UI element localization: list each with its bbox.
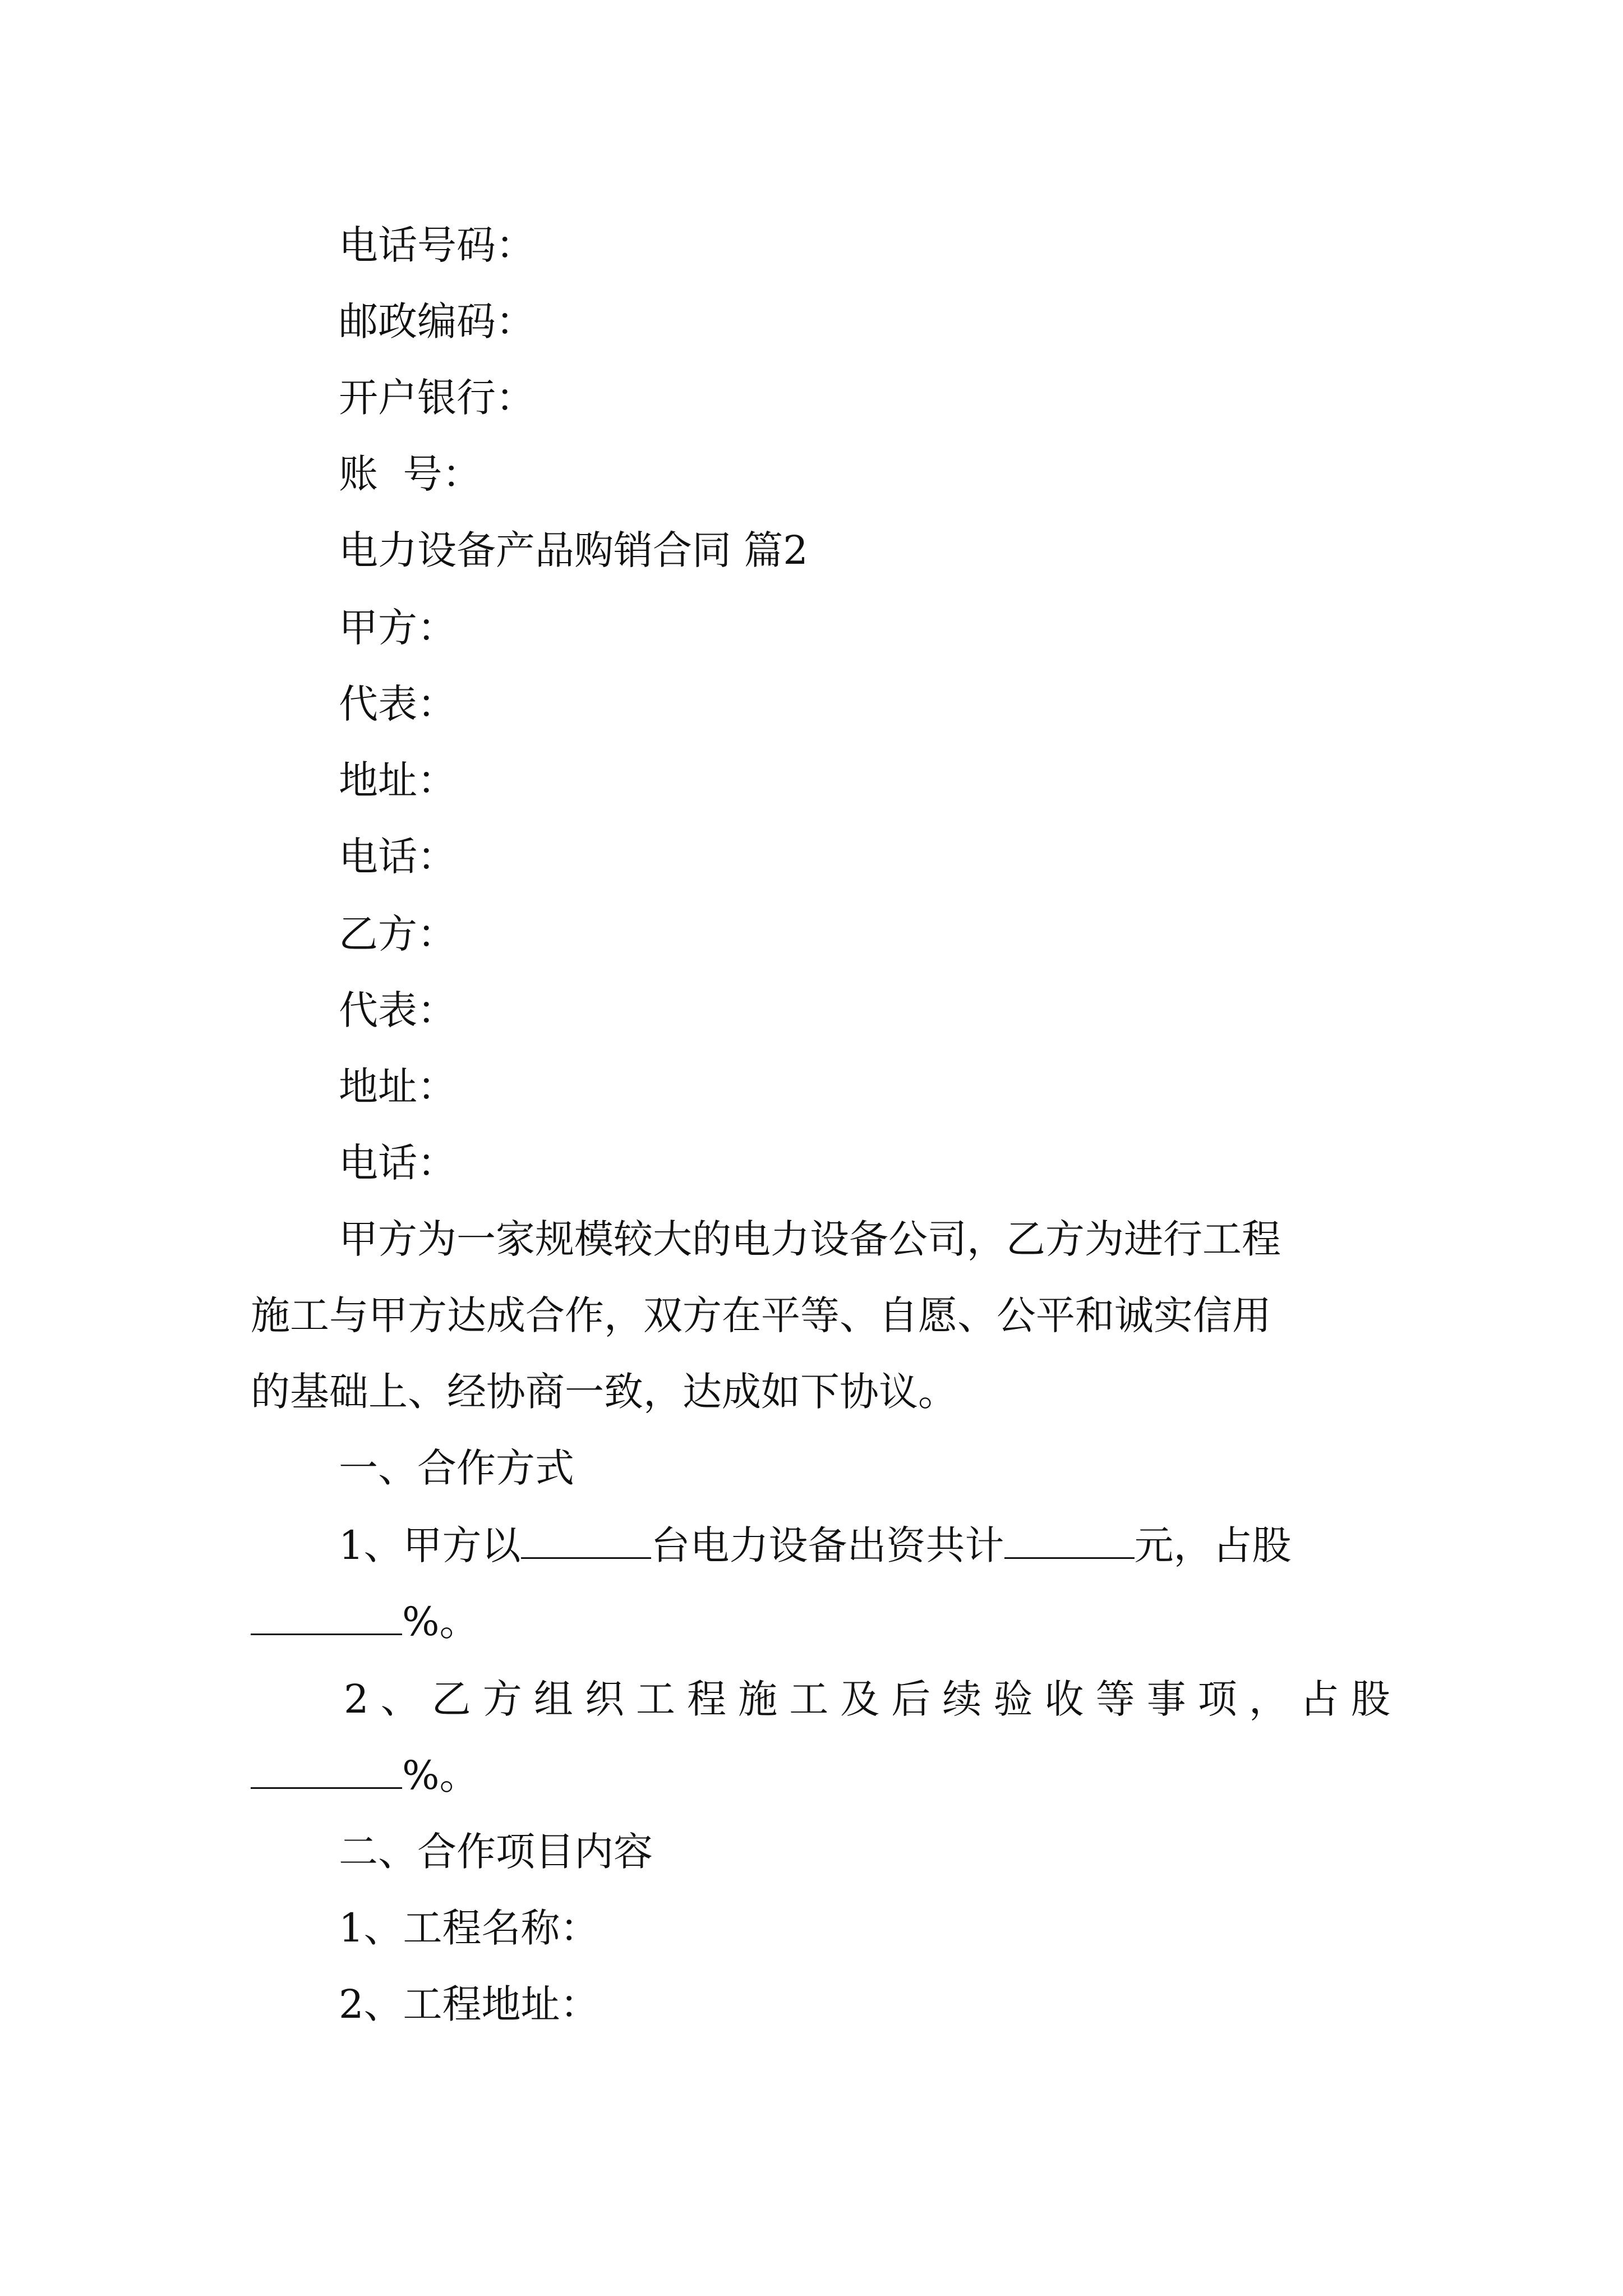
party-b-rep-label: 代表：	[339, 987, 457, 1033]
party-a-phone-label: 电话：	[339, 834, 457, 880]
party-b-address-label: 地址：	[339, 1064, 457, 1110]
clause-1-middle: 台电力设备出资共计	[651, 1522, 1004, 1568]
intro-paragraph-line-1: 甲方为一家规模较大的电力设备公司，乙方为进行工程	[339, 1216, 1281, 1262]
intro-paragraph-line-3: 的基础上、经协商一致，达成如下协议。	[251, 1369, 957, 1415]
clause-2-percent: %。	[402, 1752, 479, 1798]
party-a-share-blank	[251, 1626, 402, 1635]
party-b-label: 乙方：	[339, 911, 457, 957]
intro-paragraph-line-2: 施工与甲方达成合作，双方在平等、自愿、公平和诚实信用	[251, 1292, 1271, 1338]
section-heading-cooperation-method: 一、合作方式	[339, 1445, 574, 1491]
bank-label: 开户银行：	[339, 375, 535, 421]
equipment-quantity-blank	[521, 1549, 651, 1559]
project-address-label: 2、工程地址：	[339, 1981, 600, 2027]
clause-1-prefix: 1、甲方以	[339, 1522, 521, 1568]
clause-1-percent: %。	[402, 1599, 479, 1645]
clause-2-line-1: 2、乙方组织工程施工及后续验收等事项，占股	[344, 1676, 1390, 1722]
clause-2-line-2	[251, 1752, 479, 1798]
project-name-label: 1、工程名称：	[339, 1905, 600, 1951]
investment-amount-blank	[1004, 1549, 1135, 1559]
phone-number-label: 电话号码：	[339, 222, 535, 268]
party-a-label: 甲方：	[339, 605, 457, 651]
clause-1-line-1	[339, 1522, 1292, 1568]
clause-1-suffix: 元，占股	[1134, 1522, 1292, 1568]
party-a-rep-label: 代表：	[339, 681, 457, 727]
party-a-address-label: 地址：	[339, 757, 457, 803]
account-label-text: 账 号：	[339, 451, 482, 497]
party-b-share-blank	[251, 1779, 402, 1789]
section-heading-project-content: 二、合作项目内容	[339, 1829, 653, 1875]
postal-code-label: 邮政编码：	[339, 298, 535, 344]
contract-title: 电力设备产品购销合同 篇2	[339, 527, 808, 573]
clause-1-line-2	[251, 1599, 479, 1645]
party-b-phone-label: 电话：	[339, 1140, 457, 1186]
account-label	[339, 451, 482, 497]
